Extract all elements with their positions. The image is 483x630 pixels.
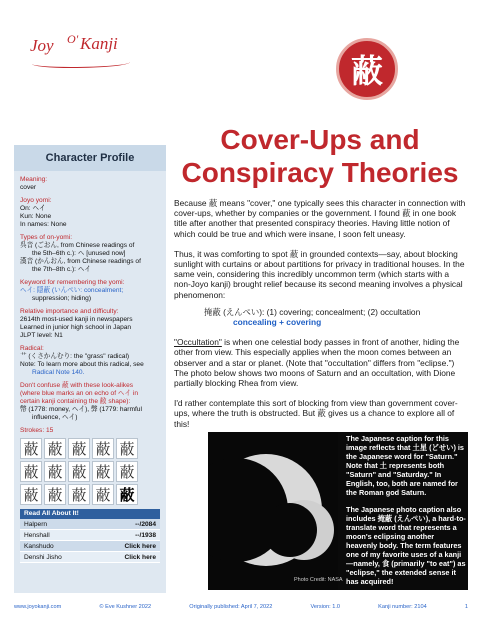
essay-paragraph-3-text: is when one celestial body passes in front of another, hiding the other from view. This especially applies when the moon comes between an observer and a star or planet. (Note that "occultation" differs from "eclipse.") The photo below shows two moons of Saturn and an occultation, with Dione partially blocking Rhea from view. <box>174 337 460 389</box>
importance-label: Relative importance and difficulty: <box>20 308 119 315</box>
stroke-step-7: 蔽 <box>44 461 66 482</box>
references-table <box>20 509 160 563</box>
radical-section <box>20 345 160 377</box>
references-rows <box>20 519 160 563</box>
vocab-line: 掩蔽 (えんぺい): (1) covering; concealment; (2) occultation <box>204 306 421 317</box>
photo-caption-paragraph-2: The Japanese photo caption also includes 掩蔽 (えんぺい), a hard-to-translate word that represents a moon's eclipsing another heavenly body. The term features one of my favorite uses of a kanji—namely, 食 (primarily "to eat") as "eclipse," the extended sense it has acquired! <box>346 505 466 586</box>
stroke-step-15: 蔽 <box>116 484 138 505</box>
stroke-step-3: 蔽 <box>68 438 90 459</box>
reference-row <box>20 552 160 563</box>
vocab-parts-of-kanji: concealing + covering <box>233 317 322 328</box>
page-footer <box>14 604 468 618</box>
sidebar-body <box>14 171 166 563</box>
essay-body <box>174 198 468 439</box>
reference-value: --/1938 <box>135 532 156 539</box>
reference-value: --/2084 <box>135 521 156 528</box>
logo-swirl <box>32 58 130 68</box>
stroke-step-11: 蔽 <box>20 484 42 505</box>
importance-line3: JLPT level: N1 <box>20 332 63 339</box>
occultation-link[interactable]: "Occultation" <box>174 337 222 348</box>
on-yomi: On: ヘイ <box>20 205 46 212</box>
importance-section <box>20 308 160 340</box>
stroke-step-5: 蔽 <box>116 438 138 459</box>
yomi-label: Joyo yomi: <box>20 197 52 204</box>
essay-paragraph-2: Thus, it was comforting to spot 蔽 in grounded contexts—say, about blocking sunlight with curtains or about partitions for privacy in traditional houses. In the same vein, considering this incredibly uncommon term (which starts with a non-Joyo kanji) brought relief because its second meaning involves a physical phenomenon: <box>174 248 465 300</box>
types-kan-on-line2: the 7th–8th c.): ヘイ <box>32 266 92 273</box>
types-kan-on-line1: 漢音 (かんおん, from Chinese readings of <box>20 258 141 265</box>
essay-paragraph-3 <box>174 337 468 388</box>
reference-name: Denshi Jisho <box>24 554 62 561</box>
footer-version: Version: 1.0 <box>310 604 341 610</box>
character-profile-sidebar <box>14 145 166 593</box>
photo-caption <box>346 434 466 594</box>
stroke-step-9: 蔽 <box>92 461 114 482</box>
page-title: Cover-Ups and Conspiracy Theories <box>181 124 459 188</box>
radical-note-link[interactable]: Radical Note 140. <box>32 369 85 376</box>
kun-yomi: Kun: None <box>20 213 52 220</box>
essay-paragraph-1: Because 蔽 means "cover," one typically sees this character in connection with cover-ups, whether by companies or the government. I found 蔽 in one book title after another that presented conspiracy theories. Having little notion of which could be true and which were insane, I soon felt uneasy. <box>174 198 466 239</box>
stroke-step-10: 蔽 <box>116 461 138 482</box>
saturn-moons-photo <box>208 432 338 590</box>
photo-caption-paragraph-1: The Japanese caption for this image reflects that 土星 (どせい) is the Japanese word for "Saturn." Note that 土 represents both "Saturn" and "Saturday." In English, too, both are named for the Roman god Saturn. <box>346 434 464 497</box>
strokes-section <box>20 427 160 505</box>
importance-line2: Learned in junior high school in Japan <box>20 324 132 331</box>
stroke-step-6: 蔽 <box>20 461 42 482</box>
stroke-step-4: 蔽 <box>92 438 114 459</box>
stroke-step-2: 蔽 <box>44 438 66 459</box>
kanji-badge <box>336 38 398 100</box>
keyword-label: Keyword for remembering the yomi: <box>20 279 125 286</box>
keyword-line2: suppression; hiding) <box>32 295 92 302</box>
types-go-on-line1: 呉音 (ごおん, from Chinese readings of <box>20 242 135 249</box>
stroke-step-12: 蔽 <box>44 484 66 505</box>
photo-panel <box>208 432 468 590</box>
meaning-section <box>20 176 160 192</box>
references-heading: Read All About It! <box>20 509 160 519</box>
essay-paragraph-4: I'd rather contemplate this sort of blocking from view than government cover-ups, where the truth is obstructed. But 蔽 gives us a chance to explore all of this! <box>174 398 458 429</box>
footer-page-number: 1 <box>464 604 468 610</box>
confuse-line3: certain kanji containing the 敝 shape): <box>20 398 131 405</box>
strokes-label: Strokes: 15 <box>20 427 54 434</box>
radical-line1: 艹 (くさかんむり: the "grass" radical) <box>20 353 130 360</box>
logo-word-o: O' <box>67 32 79 46</box>
logo-word-kanji: Kanji <box>80 34 118 53</box>
stroke-step-8: 蔽 <box>68 461 90 482</box>
reference-value[interactable]: Click here <box>124 554 156 561</box>
footer-published: Originally published: April 7, 2022 <box>189 604 273 610</box>
reference-row <box>20 519 160 530</box>
confuse-line1: Don't confuse 蔽 with these look-alikes <box>20 382 134 389</box>
footer-site-link[interactable]: www.joyokanji.com <box>14 604 62 610</box>
footer-copyright: © Eve Kushner 2022 <box>99 604 152 610</box>
reference-name: Henshall <box>24 532 50 539</box>
types-label: Types of on-yomi: <box>20 234 73 241</box>
reference-row <box>20 541 160 552</box>
joyo-kanji-logo <box>30 22 160 72</box>
photo-credit[interactable]: Photo Credit: NASA <box>294 577 343 583</box>
keyword-section <box>20 279 160 303</box>
reference-name: Halpern <box>24 521 48 528</box>
stroke-step-13: 蔽 <box>68 484 90 505</box>
on-yomi-types-section <box>20 234 160 274</box>
name-yomi: In names: None <box>20 221 67 228</box>
kanji-badge-character: 蔽 <box>350 52 383 90</box>
stroke-step-14: 蔽 <box>92 484 114 505</box>
confuse-line2: (where blue marks an on echo of ヘイ in <box>20 390 139 397</box>
meaning-label: Meaning: <box>20 176 48 183</box>
yomi-section <box>20 197 160 229</box>
radical-label: Radical: <box>20 345 44 352</box>
sidebar-heading: Character Profile <box>14 145 166 171</box>
types-go-on-line2: the 5th–6th c.): ヘ [unused now] <box>32 250 126 257</box>
confuse-line5: influence, ヘイ) <box>32 414 78 421</box>
keyword-line1[interactable]: ヘイ: 隠蔽 (いんぺい: concealment; <box>20 287 124 294</box>
reference-name: Kanshudo <box>24 543 54 550</box>
confuse-line4: 幣 (1778: money, ヘイ), 弊 (1779: harmful <box>20 406 142 413</box>
look-alikes-section <box>20 382 160 422</box>
stroke-step-1: 蔽 <box>20 438 42 459</box>
stroke-order-grid <box>20 438 160 505</box>
reference-row <box>20 530 160 541</box>
importance-line1: 2614th most-used kanji in newspapers <box>20 316 133 323</box>
footer-kanji-number: Kanji number: 2104 <box>378 604 427 610</box>
logo-word-joy: Joy <box>30 36 54 55</box>
radical-line2: Note: To learn more about this radical, see <box>20 361 144 368</box>
reference-value[interactable]: Click here <box>124 543 156 550</box>
meaning-value: cover <box>20 184 37 191</box>
vocab-entry <box>204 307 468 327</box>
